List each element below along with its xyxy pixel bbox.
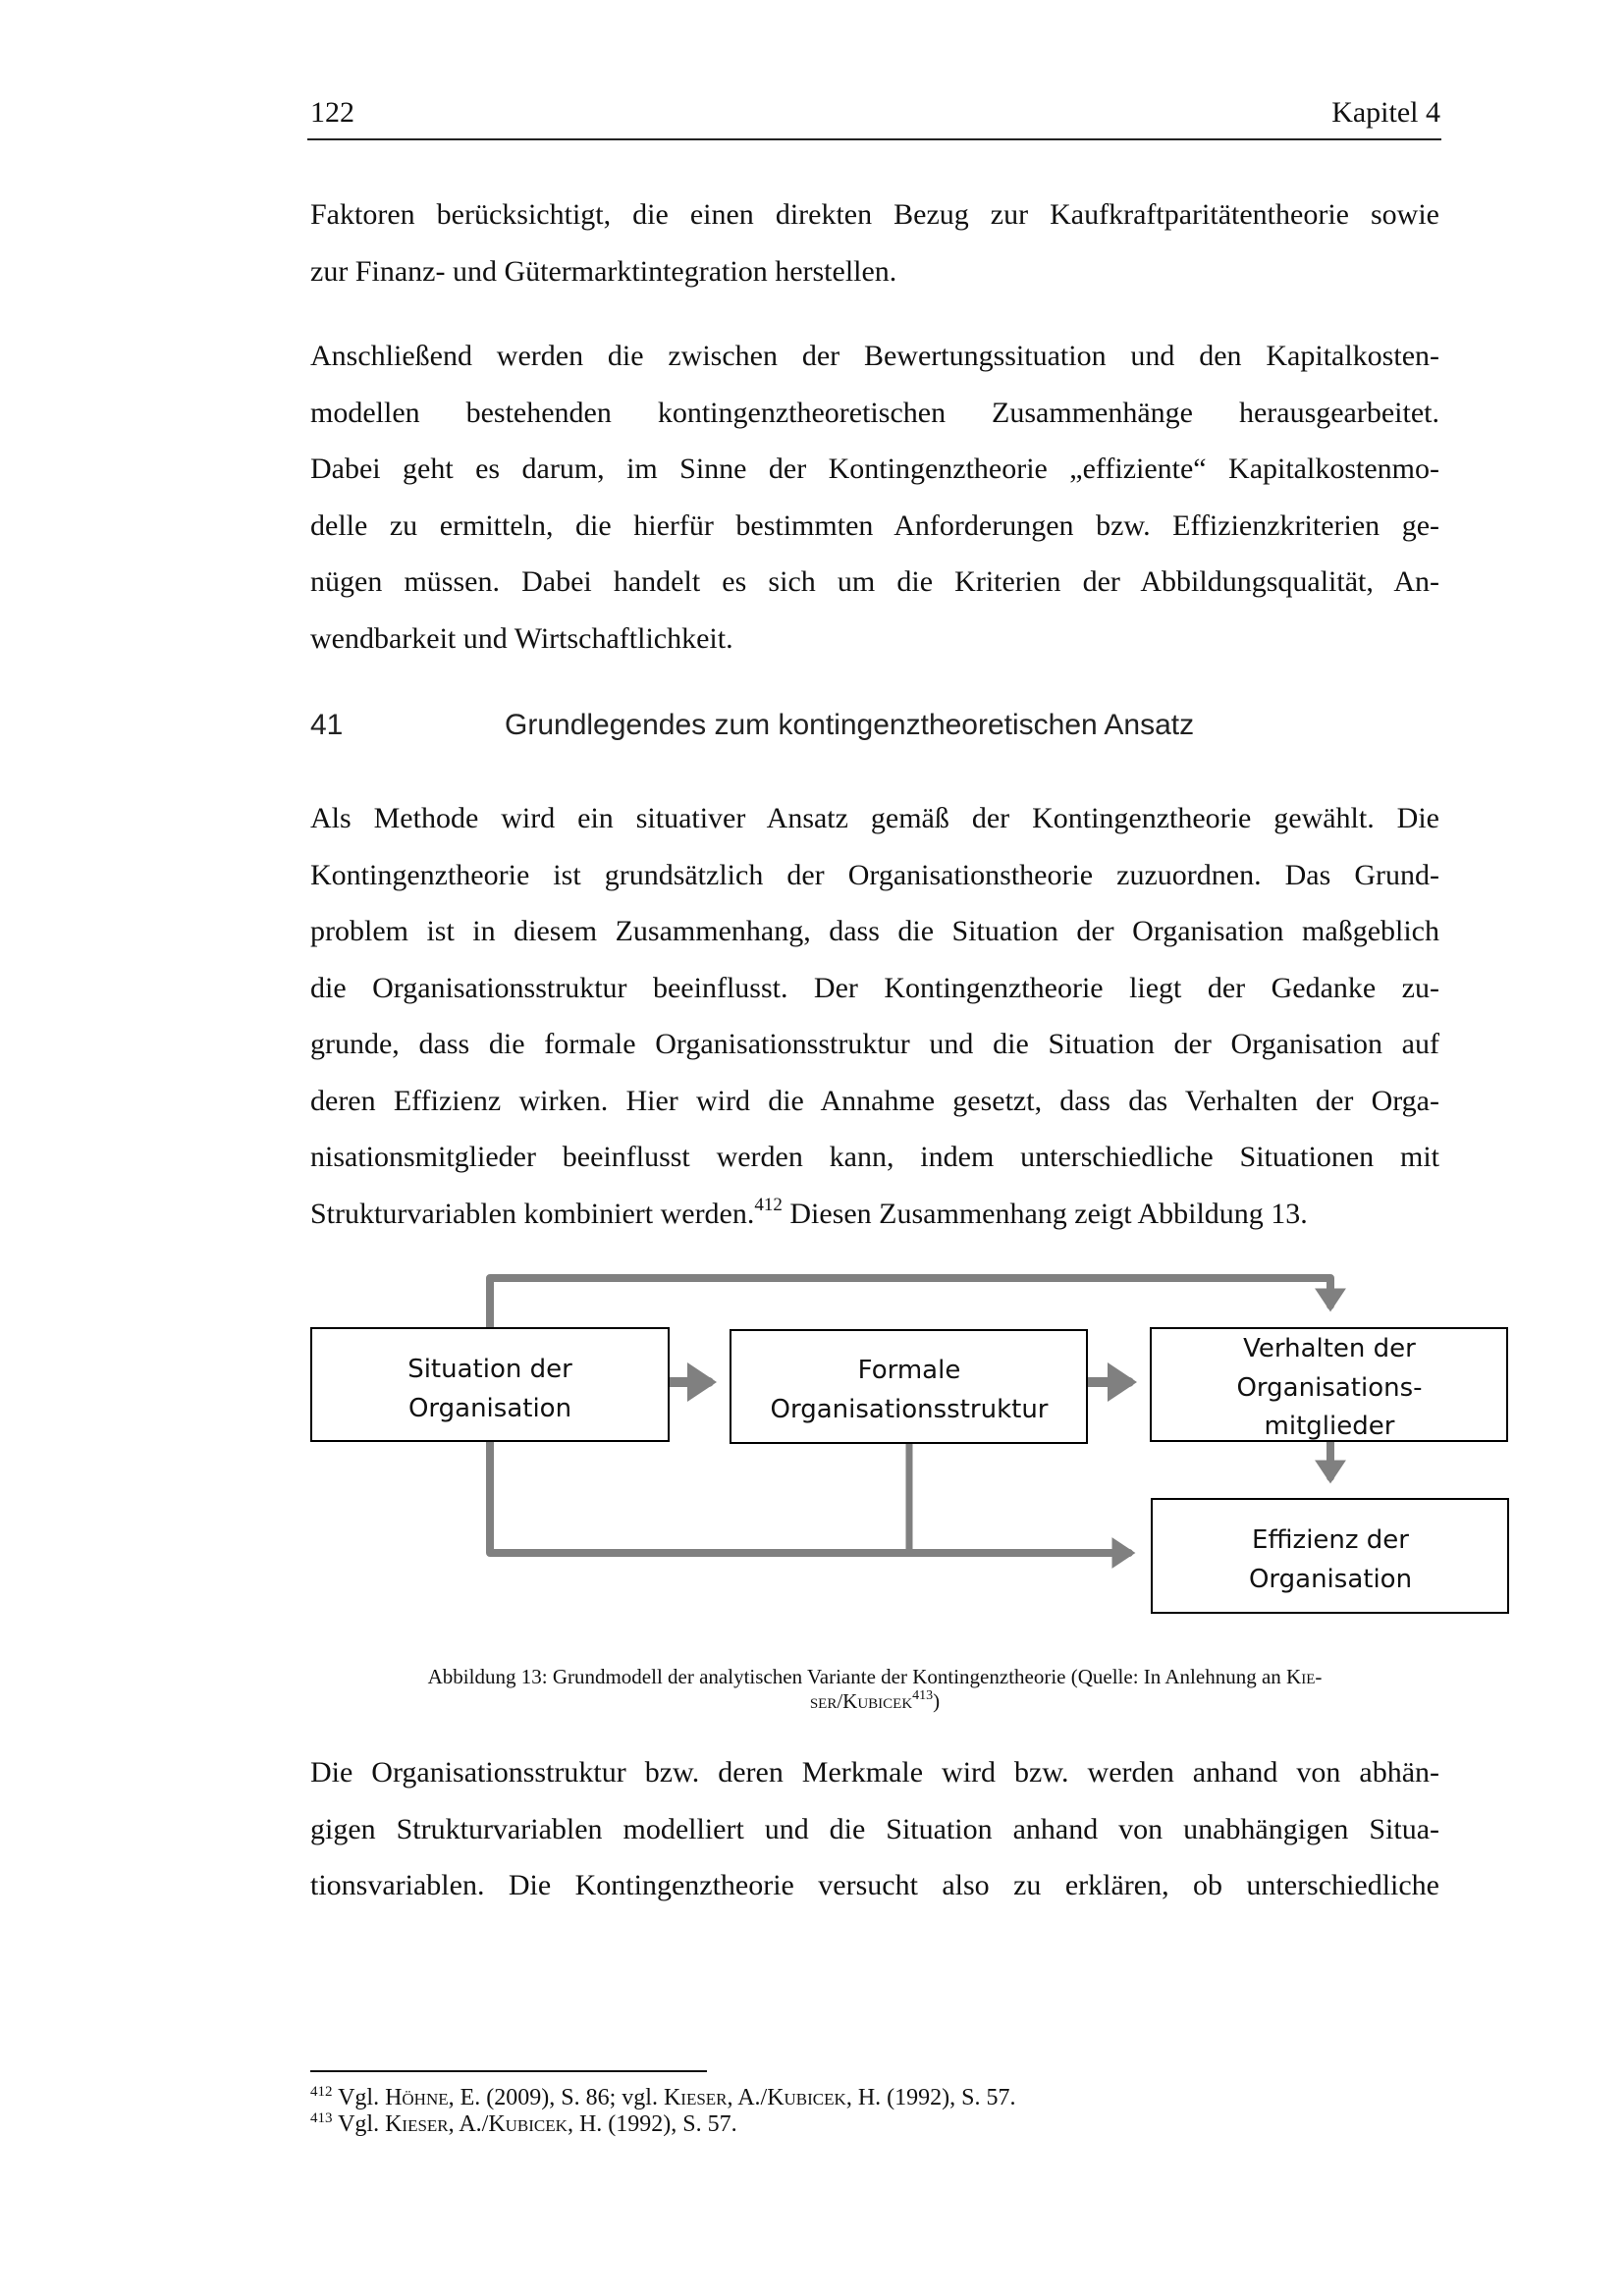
text-line: Als Methode wird ein situativer Ansatz gemäß der Kontingenztheorie gewählt. Die: [310, 802, 1439, 834]
footnote-text: , H. (1992), S. 57.: [845, 2085, 1016, 2110]
caption-author: ser/Kubicek: [809, 1689, 913, 1713]
footnote-author: Kieser: [663, 2085, 728, 2110]
node-label: Organisations-: [1236, 1373, 1423, 1403]
text-line: Dabei geht es darum, im Sinne der Kontingenztheorie „effiziente“ Kapitalkostenmo-: [310, 453, 1439, 485]
caption-author: Kie-: [1286, 1665, 1323, 1688]
node-label: Organisationsstruktur: [770, 1395, 1049, 1424]
text-line: tionsvariablen. Die Kontingenztheorie versucht also zu erklären, ob unterschiedliche: [310, 1869, 1439, 1901]
text-line: Anschließend werden die zwischen der Bewertungssituation und den Kapitalkosten-: [310, 340, 1439, 372]
footnote-author: Kubicek: [488, 2111, 568, 2137]
node-label: Effizienz der: [1251, 1525, 1410, 1555]
edge-situation-to-effizienz: [490, 1441, 1129, 1553]
node-label: Organisation: [407, 1394, 572, 1423]
text-run: Diesen Zusammenhang zeigt Abbildung 13.: [782, 1197, 1308, 1230]
footnote-text: , A./: [727, 2085, 768, 2110]
caption-text: Grundmodell der analytischen Variante der Kontingenztheorie (Quelle: In Anlehnung an: [547, 1665, 1287, 1688]
node-label: mitglieder: [1264, 1412, 1395, 1441]
node-label: Formale: [857, 1356, 961, 1385]
text-line: delle zu ermitteln, die hierfür bestimmten Anforderungen bzw. Effizienzkriterien ge-: [310, 508, 1439, 542]
paragraph-4: [310, 1744, 1439, 1914]
footnote-ref-413[interactable]: 413: [912, 1688, 934, 1703]
node-label: Verhalten der: [1243, 1334, 1416, 1363]
section-title: Grundlegendes zum kontingenztheoretischen Ansatz: [505, 709, 1195, 741]
text-line: gigen Strukturvariablen modelliert und die Situation anhand von unabhängigen Situa-: [310, 1812, 1439, 1845]
text-line: die Organisationsstruktur beeinflusst. Der Kontingenztheorie liegt der Gedanke zu-: [310, 971, 1439, 1004]
text-line: problem ist in diesem Zusammenhang, dass die Situation der Organisation maßgeblich: [310, 915, 1439, 947]
text-line: grunde, dass die formale Organisationsstruktur und die Situation der Organisation auf: [310, 1028, 1439, 1060]
text-line: Faktoren berücksichtigt, die einen direkten Bezug zur Kaufkraftparitätentheorie sowie: [310, 198, 1439, 231]
footnote-text: , A./: [448, 2111, 489, 2137]
footnote-number: 413: [310, 2110, 333, 2126]
footnote-413: [310, 2111, 1015, 2138]
footnote-ref-412[interactable]: 412: [754, 1194, 783, 1215]
node-label: Organisation: [1248, 1565, 1413, 1594]
text-line: nisationsmitglieder beeinflusst werden kann, indem unterschiedliche Situationen mit: [310, 1141, 1439, 1173]
footnote-author: Höhne: [385, 2085, 449, 2110]
caption-label: Abbildung 13:: [427, 1665, 548, 1688]
footnote-number: 412: [310, 2084, 333, 2100]
figure-caption: [310, 1665, 1439, 1714]
footnote-text: Vgl.: [332, 2111, 386, 2137]
text-line: zur Finanz- und Gütermarktintegration herstellen.: [310, 254, 897, 288]
text-run: Strukturvariablen kombiniert werden.: [310, 1197, 755, 1230]
footnote-412: [310, 2085, 1015, 2111]
footnote-author: Kubicek: [767, 2085, 846, 2110]
edge-situation-to-verhalten: [490, 1278, 1330, 1327]
text-line: deren Effizienz wirken. Hier wird die Annahme gesetzt, dass das Verhalten der Orga-: [310, 1084, 1439, 1117]
footnote-author: Kieser: [385, 2111, 449, 2137]
page-number: 122: [310, 96, 354, 129]
text-line: nügen müssen. Dabei handelt es sich um die Kriterien der Abbildungsqualität, An-: [310, 565, 1439, 598]
text-line: wendbarkeit und Wirtschaftlichkeit.: [310, 621, 733, 655]
section-number: 41: [310, 709, 344, 741]
text-line: Kontingenztheorie ist grundsätzlich der Organisationstheorie zuzuordnen. Das Grund-: [310, 858, 1439, 891]
footnotes: [310, 2085, 1015, 2138]
text-line: Die Organisationsstruktur bzw. deren Merkmale wird bzw. werden anhand von abhän-: [310, 1756, 1439, 1789]
node-struktur: [731, 1330, 1087, 1443]
footnote-text: , E. (2009), S. 86; vgl.: [448, 2085, 664, 2110]
chapter-label: Kapitel 4: [1331, 96, 1440, 129]
node-effizienz: [1152, 1499, 1508, 1613]
footnote-text: Vgl.: [332, 2085, 386, 2110]
node-label: Situation der: [407, 1355, 572, 1384]
footnote-rule: [310, 2070, 707, 2072]
caption-closing: ): [933, 1689, 941, 1713]
footnote-text: , H. (1992), S. 57.: [567, 2111, 737, 2137]
text-line: modellen bestehenden kontingenztheoretischen Zusammenhänge herausgearbeitet.: [310, 396, 1439, 429]
node-verhalten: [1151, 1328, 1507, 1441]
node-situation: [311, 1328, 669, 1441]
